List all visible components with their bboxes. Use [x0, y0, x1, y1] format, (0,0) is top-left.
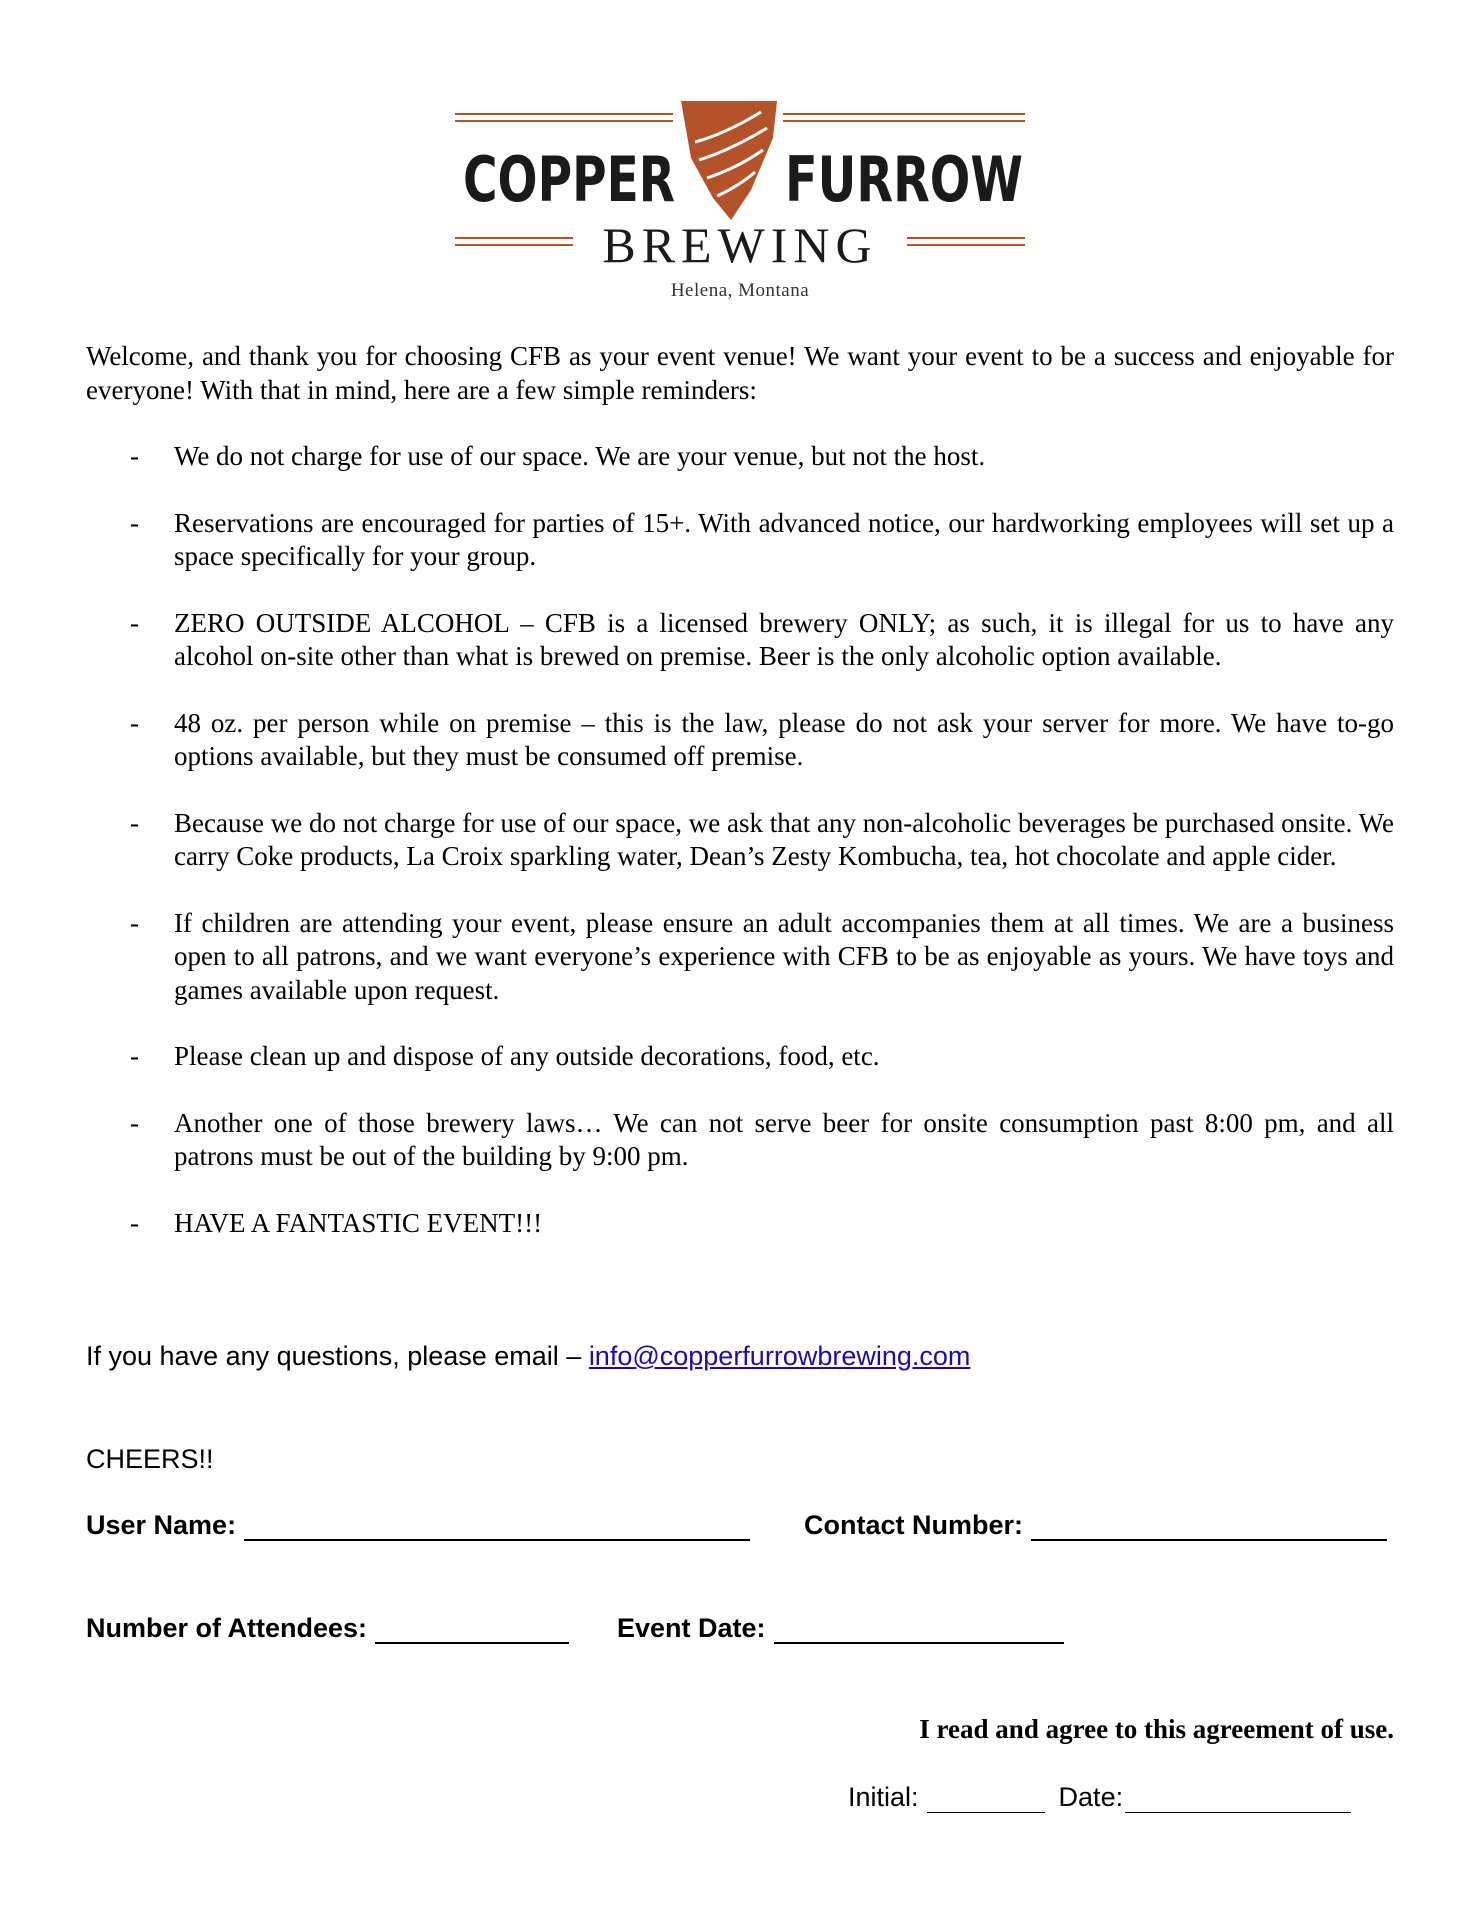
list-item — [86, 707, 1394, 774]
copper-furrow-logo — [455, 98, 1025, 303]
contact-number-field — [804, 1510, 1387, 1541]
initial-label: Initial: — [848, 1782, 919, 1812]
bullet-dash: - — [130, 907, 139, 938]
attendees-blank[interactable] — [375, 1620, 569, 1644]
bullet-dash: - — [130, 441, 139, 471]
closing-text: CHEERS!! — [86, 1444, 214, 1474]
intro-paragraph: Welcome, and thank you for choosing CFB as your event venue! We want your event to be a success and enjoyable for everyone! With that in mind, here are a few simple reminders: — [86, 341, 1394, 405]
logo-word-furrow: FURROW — [785, 143, 1023, 216]
attendees-label: Number of Attendees: — [86, 1613, 368, 1643]
bullet-dash: - — [130, 1207, 139, 1238]
list-item — [86, 607, 1394, 674]
list-item — [86, 807, 1394, 874]
logo-word-copper: COPPER — [463, 143, 675, 216]
event-date-field — [617, 1613, 1064, 1644]
reminders-list — [86, 440, 1394, 1273]
date-blank[interactable] — [1125, 1790, 1351, 1813]
list-item-text: Another one of those brewery laws… We can not serve beer for onsite consumption past 8:00 pm, and all patrons must be out of the building by 9:00 pm. — [174, 1107, 1394, 1171]
list-item-text: 48 oz. per person while on premise – this is the law, please do not ask your server for more. We have to-go options available, but they must be consumed off premise. — [174, 707, 1394, 771]
user-name-blank[interactable] — [244, 1517, 750, 1541]
bullet-dash: - — [130, 1041, 139, 1071]
bullet-dash: - — [130, 807, 139, 838]
date-label: Date: — [1058, 1782, 1124, 1812]
contact-line — [86, 1341, 970, 1372]
contact-number-blank[interactable] — [1031, 1517, 1387, 1541]
contact-prefix: If you have any questions, please email – — [86, 1341, 589, 1371]
bullet-dash: - — [130, 507, 139, 538]
list-item-text: Reservations are encouraged for parties of 15+. With advanced notice, our hardworking employees will set up a space specifically for your group. — [174, 507, 1394, 571]
list-item — [86, 1207, 1394, 1241]
user-name-label: User Name: — [86, 1510, 237, 1540]
list-item-text: HAVE A FANTASTIC EVENT!!! — [174, 1207, 543, 1238]
bullet-dash: - — [130, 607, 139, 638]
list-item-text: Because we do not charge for use of our space, we ask that any non-alcoholic beverages be purchased onsite. We carry Coke products, La Croix sparkling water, Dean’s Zesty Kombucha, tea, hot chocolate and apple cider. — [174, 807, 1394, 871]
logo-word-brewing: BREWING — [602, 217, 878, 273]
contact-number-label: Contact Number: — [804, 1510, 1024, 1540]
attendees-field — [86, 1613, 569, 1644]
list-item-text: ZERO OUTSIDE ALCOHOL – CFB is a licensed brewery ONLY; as such, it is illegal for us to have any alcohol on-site other than what is brewed on premise. Beer is the only alcoholic option available. — [174, 607, 1394, 671]
list-item-text: Please clean up and dispose of any outside decorations, food, etc. — [174, 1041, 880, 1071]
bullet-dash: - — [130, 707, 139, 738]
initial-blank[interactable] — [927, 1790, 1045, 1813]
event-date-label: Event Date: — [617, 1613, 766, 1643]
agreement-statement: I read and agree to this agreement of use. — [919, 1714, 1394, 1744]
signature-row — [848, 1782, 1351, 1813]
event-date-blank[interactable] — [774, 1620, 1064, 1644]
list-item — [86, 907, 1394, 1008]
logo-tagline: Helena, Montana — [670, 280, 810, 301]
list-item — [86, 1040, 1394, 1074]
list-item — [86, 507, 1394, 574]
bullet-dash: - — [130, 1107, 139, 1138]
user-name-field — [86, 1510, 750, 1541]
list-item — [86, 440, 1394, 474]
list-item-text: We do not charge for use of our space. We are your venue, but not the host. — [174, 441, 986, 471]
list-item-text: If children are attending your event, please ensure an adult accompanies them at all times. We are a business open to all patrons, and we want everyone’s experience with CFB to be as enjoyable as yours. We have toys and games available upon request. — [174, 907, 1394, 1005]
email-link[interactable]: info@copperfurrowbrewing.com — [588, 1341, 971, 1371]
list-item — [86, 1107, 1394, 1174]
